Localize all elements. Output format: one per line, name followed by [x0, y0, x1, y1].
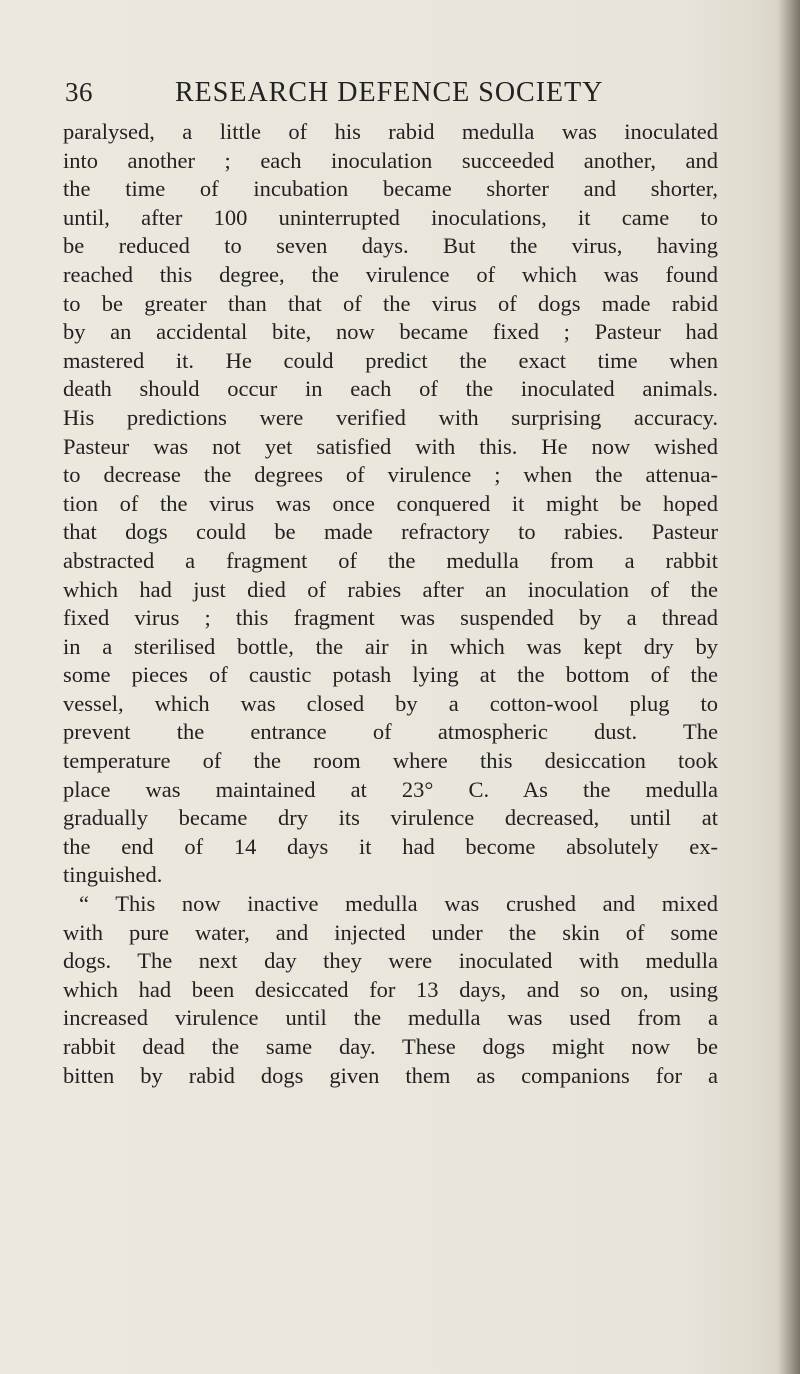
paragraph-end-line: tinguished. [63, 862, 163, 888]
text-line: by an accidental bite, now became fixed ; Pasteur had [63, 319, 718, 345]
text-line: tion of the virus was once conquered it might be hoped [63, 490, 718, 516]
text-line: death should occur in each of the inoculated animals. [63, 376, 718, 402]
paragraph-start-line: “ This now inactive medulla was crushed and mixed [79, 891, 718, 917]
page-number: 36 [65, 77, 93, 107]
text-line: vessel, which was closed by a cotton-wool plug to [63, 690, 718, 716]
running-head [65, 77, 705, 113]
text-line: the end of 14 days it had become absolutely ex- [63, 833, 718, 859]
body-text [63, 118, 718, 1090]
text-line: abstracted a fragment of the medulla from a rabbit [63, 547, 718, 573]
text-line: to decrease the degrees of virulence ; when the attenua- [63, 462, 718, 488]
text-line: rabbit dead the same day. These dogs might now be [63, 1034, 718, 1059]
text-line: some pieces of caustic potash lying at the bottom of the [63, 662, 718, 688]
text-line: into another ; each inoculation succeeded another, and [63, 147, 718, 173]
text-line: in a sterilised bottle, the air in which was kept dry by [63, 633, 718, 659]
text-line: be reduced to seven days. But the virus, having [63, 233, 718, 259]
text-line: temperature of the room where this desiccation took [63, 748, 718, 774]
text-line: dogs. The next day they were inoculated with medulla [63, 948, 718, 974]
text-line: the time of incubation became shorter and shorter, [63, 176, 718, 202]
text-line: fixed virus ; this fragment was suspended by a thread [63, 605, 718, 631]
text-line: place was maintained at 23° C. As the medulla [63, 776, 718, 802]
text-line: reached this degree, the virulence of which was found [63, 261, 718, 287]
text-line: until, after 100 uninterrupted inoculations, it came to [63, 204, 718, 230]
text-line: which had just died of rabies after an inoculation of the [63, 576, 718, 602]
text-line: mastered it. He could predict the exact time when [63, 347, 718, 373]
text-line: with pure water, and injected under the skin of some [63, 919, 718, 945]
running-head-title: RESEARCH DEFENCE SOCIETY [175, 77, 604, 108]
text-line: gradually became dry its virulence decreased, until at [63, 805, 718, 831]
text-line: His predictions were verified with surprising accuracy. [63, 404, 718, 430]
text-line: to be greater than that of the virus of dogs made rabid [63, 290, 718, 316]
text-line: Pasteur was not yet satisfied with this. He now wished [63, 433, 718, 459]
text-line: prevent the entrance of atmospheric dust. The [63, 719, 718, 745]
text-line: paralysed, a little of his rabid medulla was inoculated [63, 119, 718, 144]
text-line: which had been desiccated for 13 days, and so on, using [63, 976, 718, 1002]
page-edge-shadow [778, 0, 800, 1374]
text-line: increased virulence until the medulla was used from a [63, 1005, 718, 1031]
text-line: bitten by rabid dogs given them as companions for a [63, 1062, 718, 1088]
text-line: that dogs could be made refractory to rabies. Pasteur [63, 519, 718, 545]
